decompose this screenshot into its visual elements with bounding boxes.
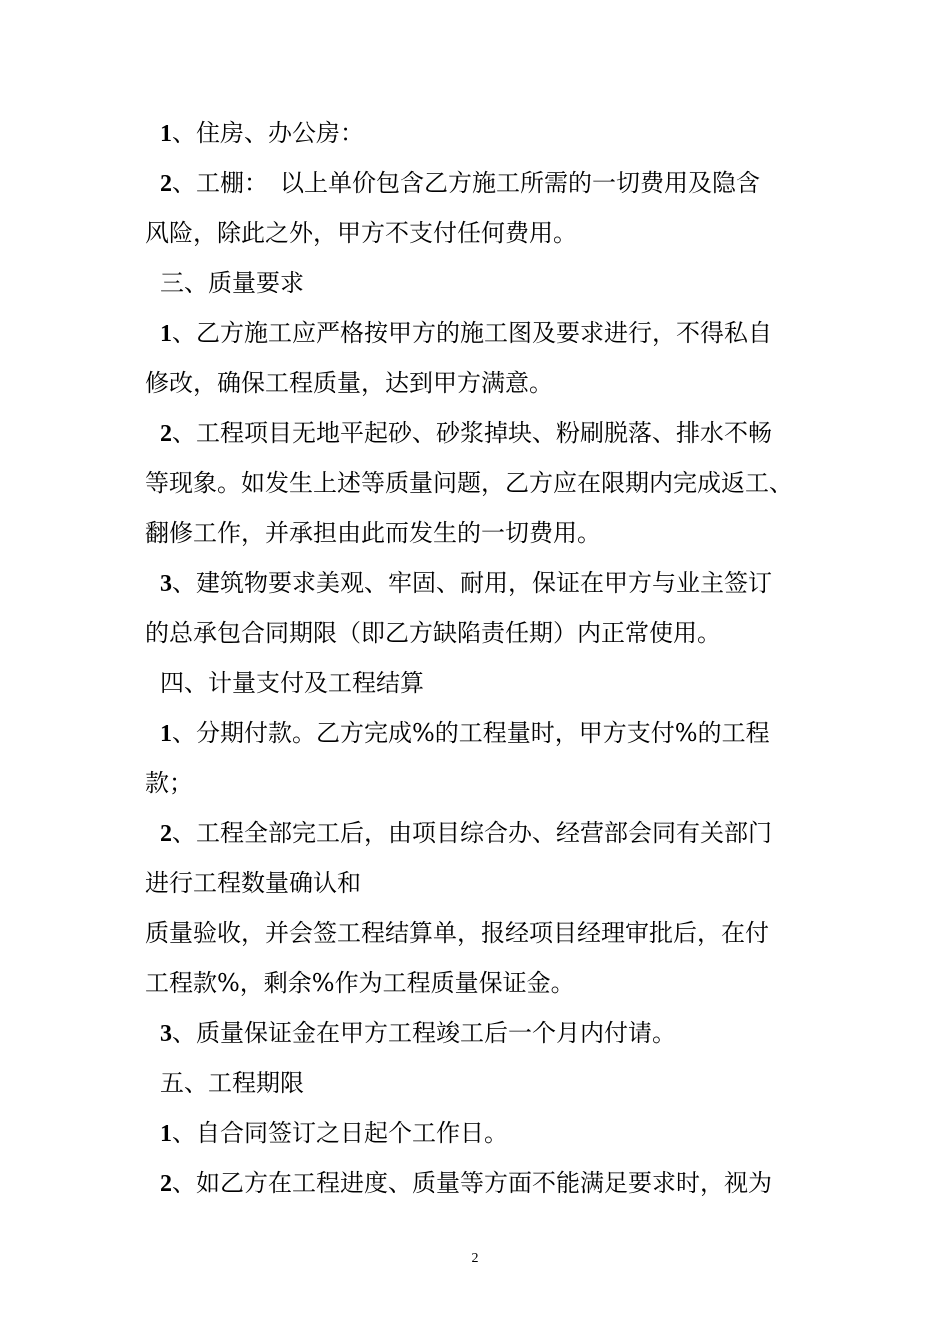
clause-line [160, 168, 840, 199]
line-text: 翻修工作，并承担由此而发生的一切费用。 [145, 519, 601, 547]
clause-text: 、如乙方在工程进度、质量等方面不能满足要求时，视为 [172, 1169, 772, 1197]
clause-text: 、质量保证金在甲方工程竣工后一个月内付请。 [172, 1019, 676, 1047]
line-text: 修改，确保工程质量，达到甲方满意。 [145, 369, 553, 397]
clause-line [160, 1168, 840, 1199]
clause-number: 1 [160, 321, 172, 347]
clause-text: 、工程全部完工后，由项目综合办、经营部会同有关部门 [172, 819, 772, 847]
clause-text: 、建筑物要求美观、牢固、耐用，保证在甲方与业主签订 [172, 569, 772, 597]
page-number: 2 [471, 1251, 479, 1266]
clause-number: 2 [160, 821, 172, 847]
line-text: 进行工程数量确认和 [145, 869, 361, 897]
clause-line [160, 718, 840, 749]
clause-line [160, 118, 840, 149]
clause-line [160, 1018, 840, 1049]
clause-line [160, 568, 840, 599]
text-line [145, 968, 825, 998]
section-heading [160, 1068, 840, 1098]
heading-text: 三、质量要求 [160, 269, 304, 297]
section-heading [160, 268, 840, 298]
clause-number: 2 [160, 171, 172, 197]
heading-text: 四、计量支付及工程结算 [160, 669, 424, 697]
clause-number: 3 [160, 1021, 172, 1047]
text-line [145, 218, 825, 248]
text-line [145, 618, 825, 648]
line-text: 工程款%，剩余%作为工程质量保证金。 [145, 969, 575, 997]
heading-text: 五、工程期限 [160, 1069, 304, 1097]
clause-number: 1 [160, 721, 172, 747]
clause-text: 、工程项目无地平起砂、砂浆掉块、粉刷脱落、排水不畅 [172, 419, 772, 447]
line-text: 质量验收，并会签工程结算单，报经项目经理审批后，在付 [145, 919, 769, 947]
clause-text: 、乙方施工应严格按甲方的施工图及要求进行，不得私自 [172, 319, 772, 347]
clause-number: 2 [160, 421, 172, 447]
clause-number: 2 [160, 1171, 172, 1197]
section-heading [160, 668, 840, 698]
line-text: 风险，除此之外，甲方不支付任何费用。 [145, 219, 577, 247]
clause-line [160, 818, 840, 849]
clause-number: 3 [160, 571, 172, 597]
text-line [145, 368, 825, 398]
line-text: 的总承包合同期限（即乙方缺陷责任期）内正常使用。 [145, 619, 721, 647]
text-line [145, 918, 825, 948]
text-line [145, 468, 825, 498]
clause-line [160, 318, 840, 349]
clause-number: 1 [160, 121, 172, 147]
line-text: 款； [145, 769, 193, 797]
clause-number: 1 [160, 1121, 172, 1147]
text-line [145, 868, 825, 898]
clause-line [160, 418, 840, 449]
clause-text: 、自合同签订之日起个工作日。 [172, 1119, 508, 1147]
clause-text: 、工棚： 以上单价包含乙方施工所需的一切费用及隐含 [172, 169, 760, 197]
line-text: 等现象。如发生上述等质量问题，乙方应在限期内完成返工、 [145, 469, 793, 497]
text-line [145, 518, 825, 548]
text-line [145, 768, 825, 798]
clause-text: 、分期付款。乙方完成%的工程量时，甲方支付%的工程 [172, 719, 770, 747]
clause-line [160, 1118, 840, 1149]
clause-text: 、住房、办公房： [172, 119, 364, 147]
